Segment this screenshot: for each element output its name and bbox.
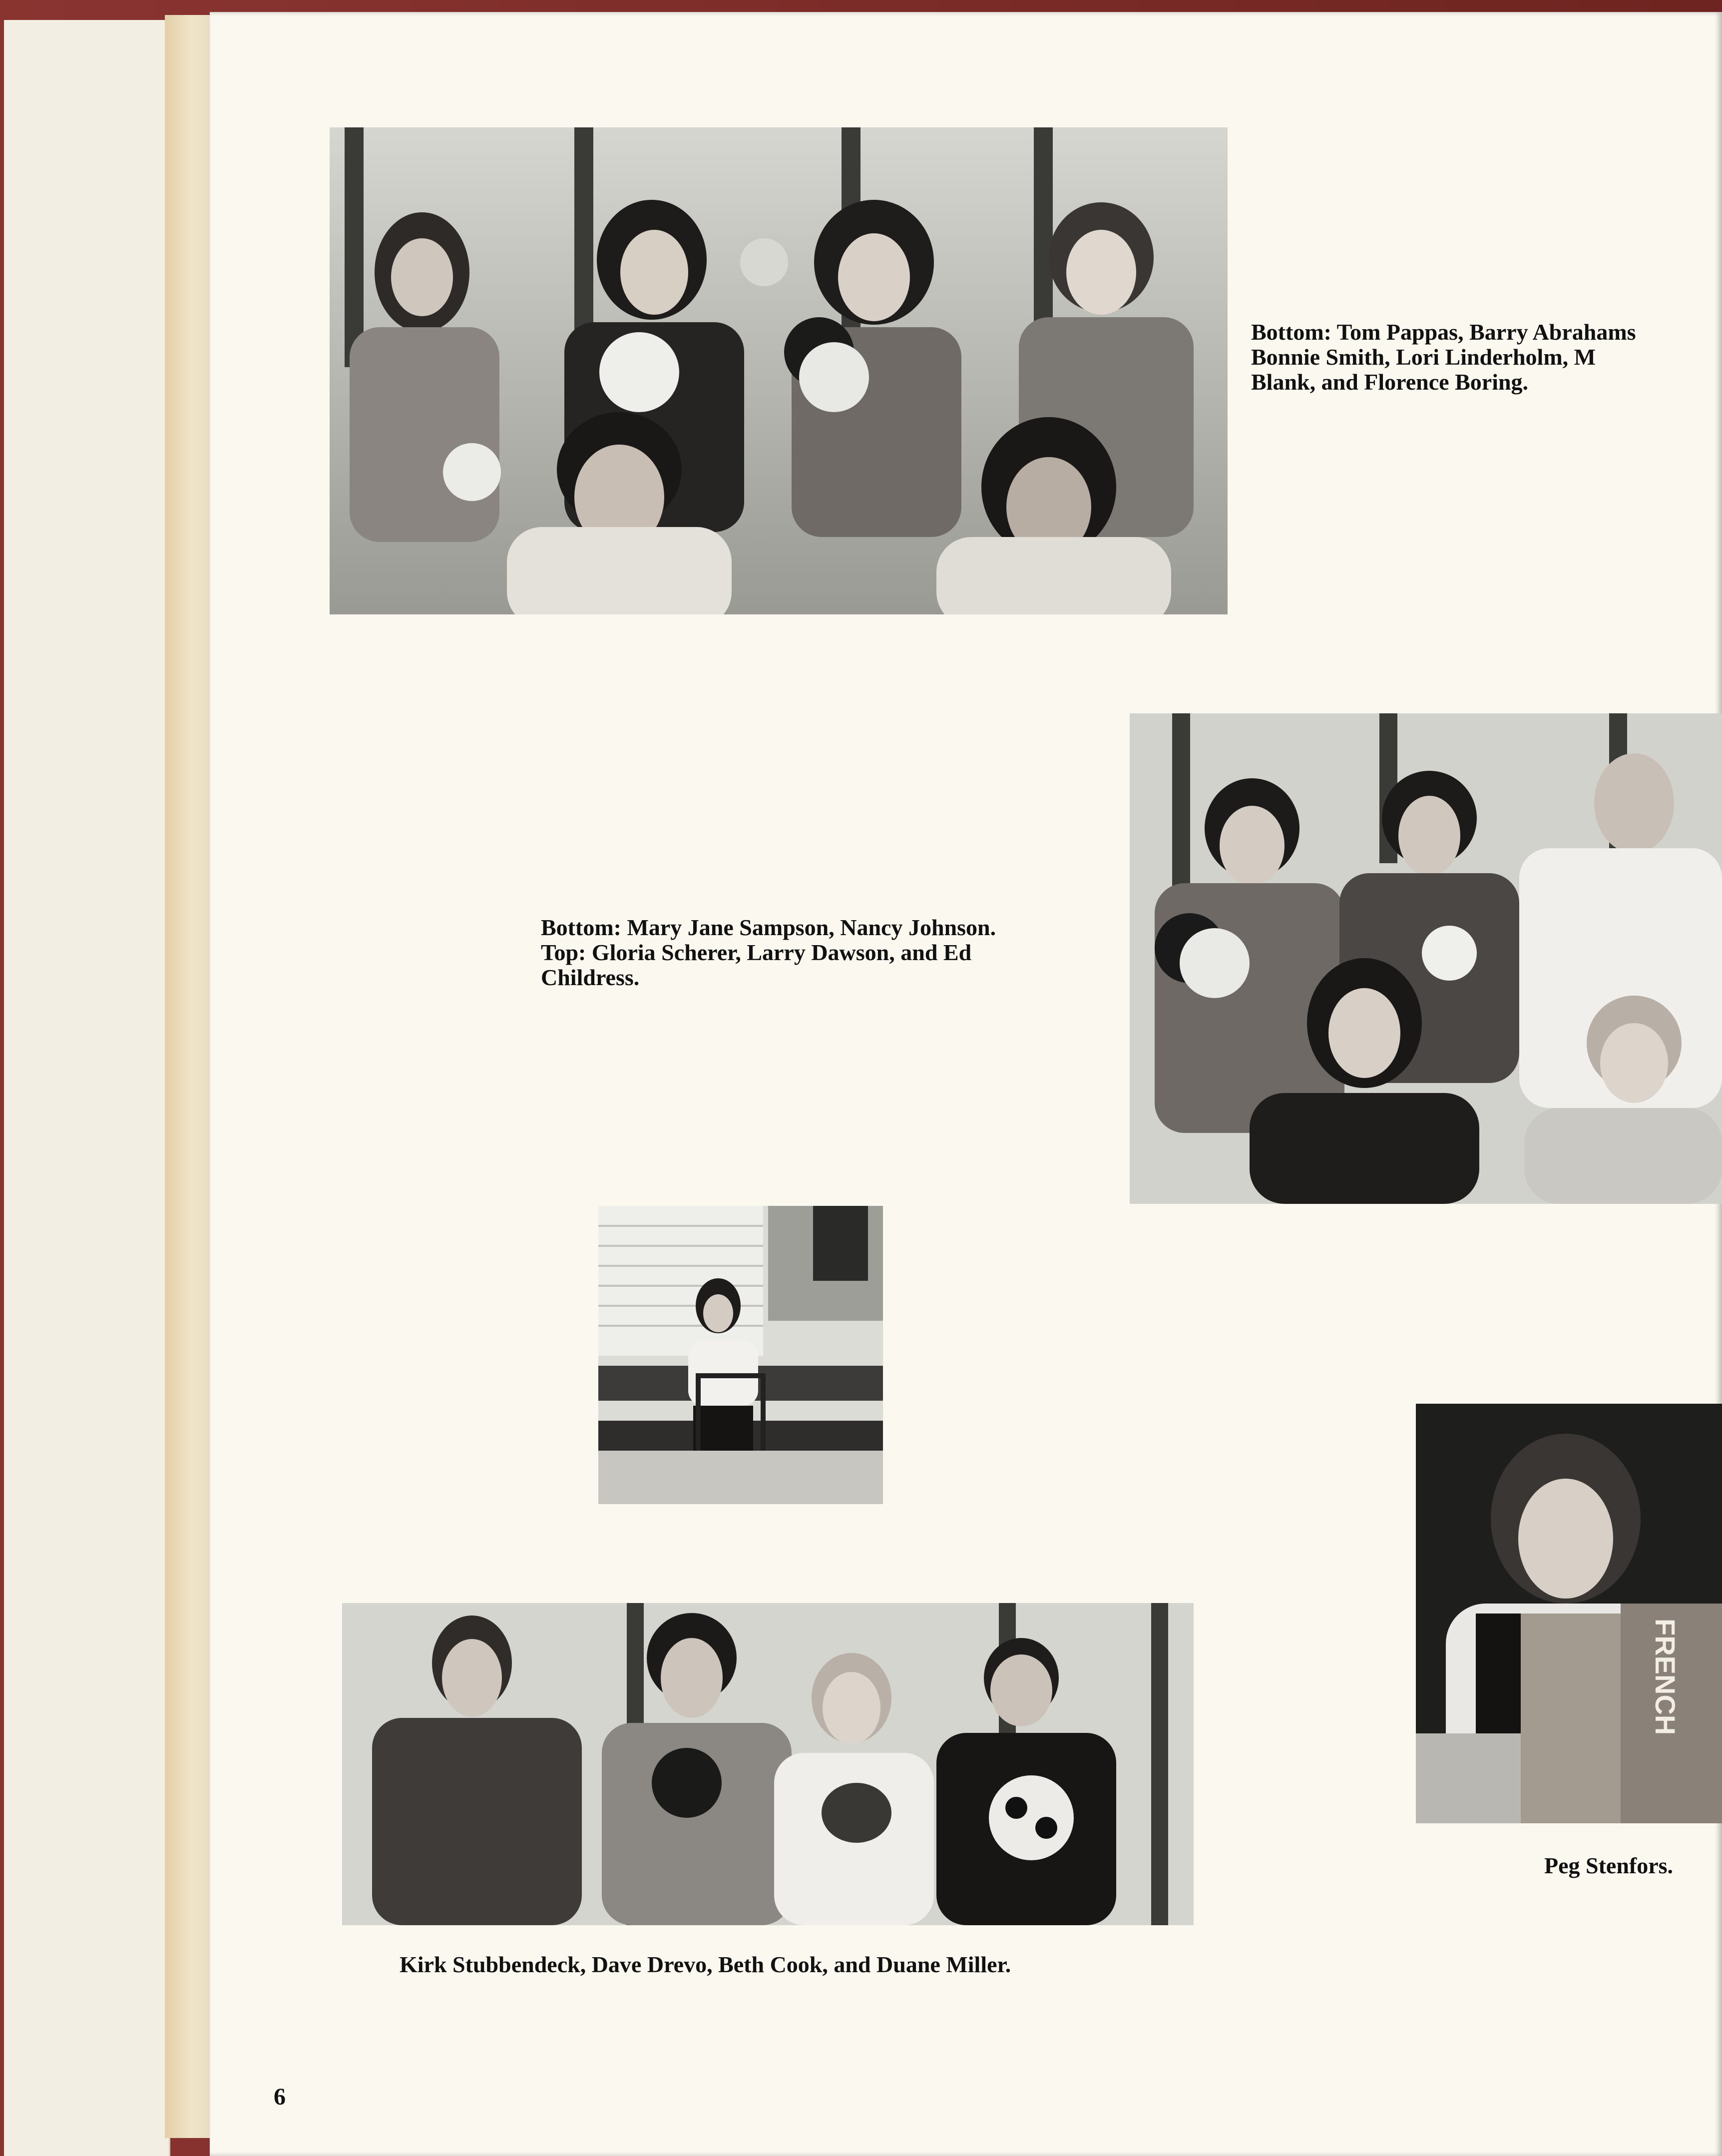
caption-photo-4: Kirk Stubbendeck, Dave Drevo, Beth Cook, and Duane Miller. bbox=[400, 1952, 1011, 1977]
caption-line: Bottom: Mary Jane Sampson, Nancy Johnson. bbox=[541, 915, 996, 940]
french-book-title: FRENCH bbox=[1650, 1618, 1681, 1735]
caption-photo-5: Peg Stenfors. bbox=[1544, 1853, 1674, 1878]
page-stack-edge bbox=[165, 15, 210, 2138]
caption-line: Bottom: Tom Pappas, Barry Abrahams bbox=[1251, 320, 1636, 345]
caption-line: Childress. bbox=[541, 965, 640, 990]
staff-group-photo-3 bbox=[342, 1603, 1194, 1925]
caption-line: Top: Gloria Scherer, Larry Dawson, and Ed bbox=[541, 940, 972, 965]
caption-line: Bonnie Smith, Lori Linderholm, M bbox=[1251, 344, 1596, 370]
caption-photo-1 bbox=[1251, 320, 1722, 395]
caption-line: Blank, and Florence Boring. bbox=[1251, 369, 1529, 395]
page-number: 6 bbox=[274, 2084, 286, 2110]
staff-group-photo-1 bbox=[330, 127, 1228, 614]
staff-group-photo-2 bbox=[1130, 713, 1722, 1204]
caption-photo-2 bbox=[541, 915, 1105, 990]
reading-portrait-photo bbox=[1416, 1404, 1722, 1823]
classroom-photo bbox=[598, 1206, 883, 1504]
previous-page-edge bbox=[4, 20, 170, 2156]
